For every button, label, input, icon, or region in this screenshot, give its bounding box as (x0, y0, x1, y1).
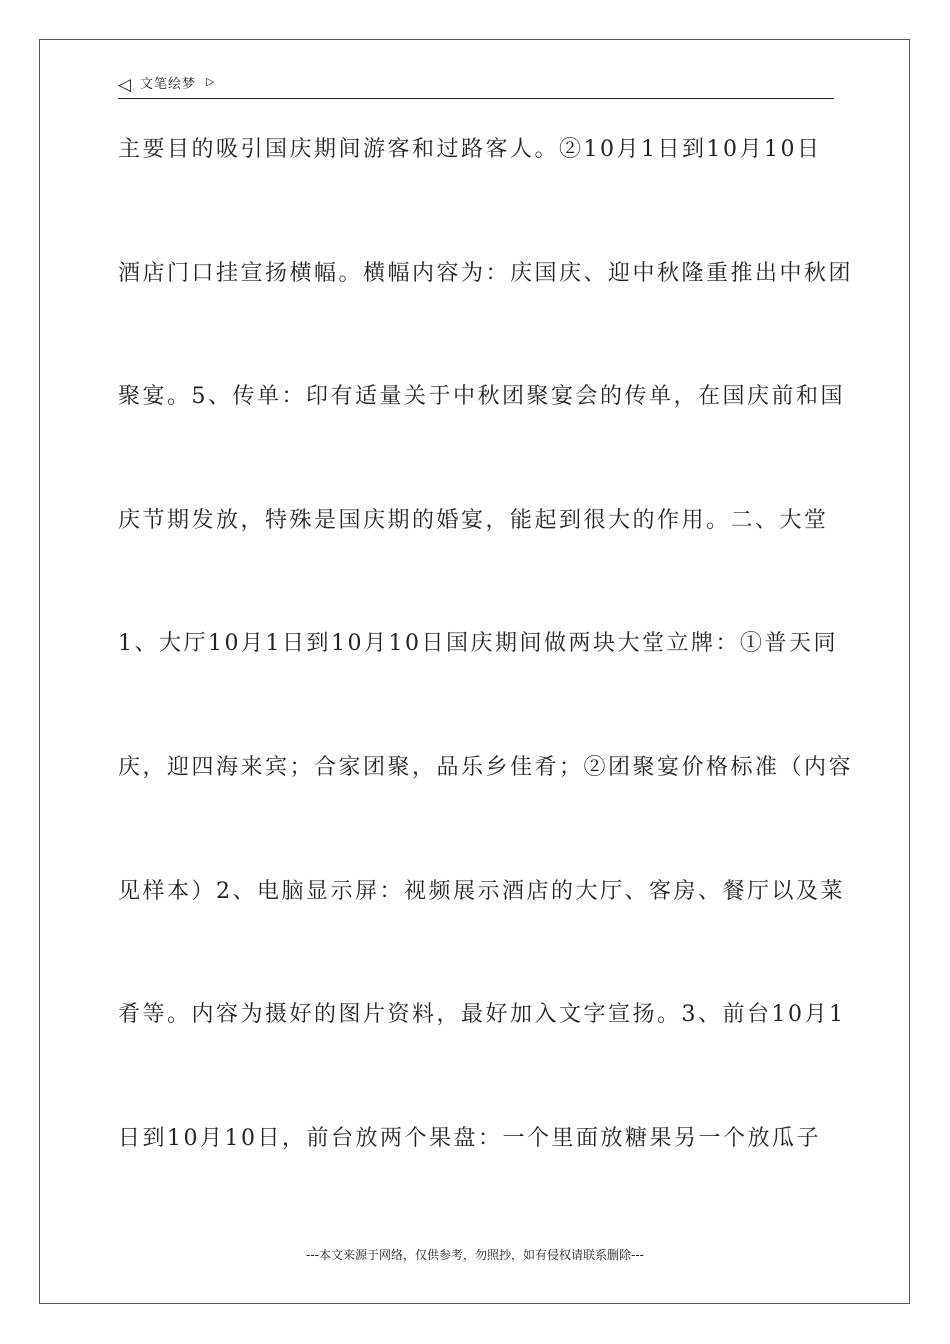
text-line: 肴等。内容为摄好的图片资料，最好加入文字宣扬。3、前台10月1 (118, 1002, 846, 1028)
text-line: 酒店门口挂宣扬横幅。横幅内容为：庆国庆、迎中秋隆重推出中秋团 (118, 260, 854, 286)
text-line: 1、大厅10月1日到10月10日国庆期间做两块大堂立牌：①普天同 (118, 631, 838, 657)
triangle-left-icon: ◁ (118, 75, 132, 95)
text-line: 庆，迎四海来宾；合家团聚，品乐乡佳肴；②团聚宴价格标准（内容 (118, 754, 854, 780)
text-line: 聚宴。5、传单：印有适量关于中秋团聚宴会的传单，在国庆前和国 (118, 384, 845, 410)
text-line: 庆节期发放，特殊是国庆期的婚宴，能起到很大的作用。二、大堂 (118, 507, 829, 533)
page-header (118, 74, 834, 99)
triangle-right-icon: ▷ (206, 75, 215, 88)
brand-label: 文笔绘梦 (140, 77, 197, 92)
text-line: 日到10月10日，前台放两个果盘：一个里面放糖果另一个放瓜子 (118, 1125, 821, 1151)
document-body (118, 132, 854, 1244)
footer-notice: ---本文来源于网络，仅供参考，勿照抄，如有侵权请联系删除--- (306, 1248, 644, 1262)
text-line: 主要目的吸引国庆期间游客和过路客人。②10月1日到10月10日 (118, 137, 822, 162)
text-line: 见样本）2、电脑显示屏：视频展示酒店的大厅、客房、餐厅以及菜 (118, 878, 845, 904)
